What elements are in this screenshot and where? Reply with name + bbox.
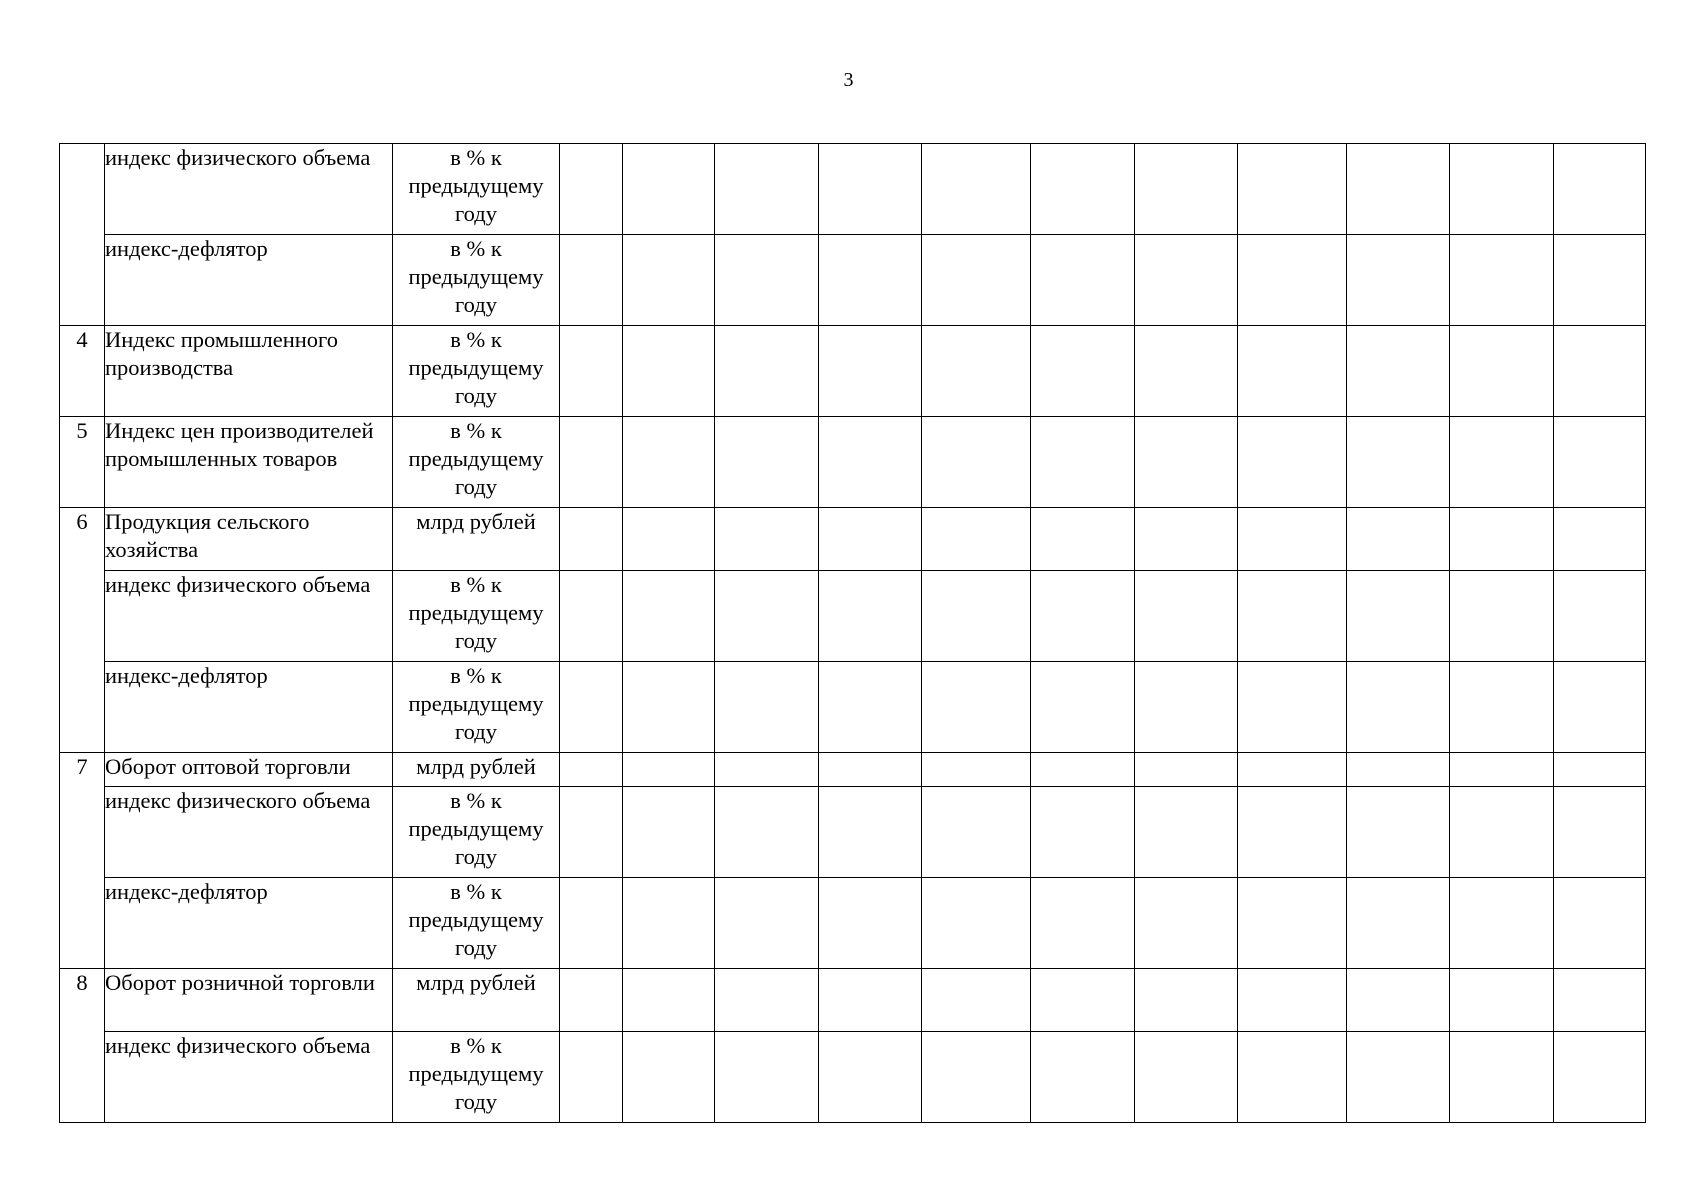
value-cell [623,1032,715,1123]
value-cell [560,235,623,326]
value-cell [1238,662,1347,753]
value-cell [623,144,715,235]
value-cell [1450,144,1554,235]
unit-cell: в % к предыдущему году [393,417,560,508]
value-cell [922,235,1031,326]
table-row [60,1032,1646,1123]
value-cell [922,878,1031,969]
value-cell [715,969,819,1032]
value-cell [1347,417,1450,508]
indicator-cell: индекс физического объема [105,571,393,662]
value-cell [560,878,623,969]
value-cell [1031,753,1135,787]
value-cell [1450,1032,1554,1123]
value-cell [1554,753,1646,787]
value-cell [819,326,922,417]
value-cell [560,787,623,878]
value-cell [715,1032,819,1123]
value-cell [1031,417,1135,508]
indicator-cell: Оборот оптовой торговли [105,753,393,787]
value-cell [560,508,623,571]
value-cell [1554,235,1646,326]
value-cell [1347,508,1450,571]
value-cell [715,662,819,753]
value-cell [715,878,819,969]
value-cell [623,878,715,969]
value-cell [1238,787,1347,878]
value-cell [1347,326,1450,417]
unit-cell: в % к предыдущему году [393,571,560,662]
value-cell [1238,571,1347,662]
row-number-cell: 6 [60,508,105,753]
value-cell [1347,969,1450,1032]
value-cell [922,662,1031,753]
value-cell [1450,326,1554,417]
value-cell [1450,878,1554,969]
value-cell [715,235,819,326]
indicator-cell: индекс-дефлятор [105,235,393,326]
value-cell [1031,326,1135,417]
value-cell [922,326,1031,417]
indicator-cell: индекс физического объема [105,144,393,235]
value-cell [1238,144,1347,235]
value-cell [715,326,819,417]
value-cell [1347,787,1450,878]
value-cell [1031,571,1135,662]
value-cell [1238,878,1347,969]
value-cell [1347,1032,1450,1123]
table-row [60,235,1646,326]
value-cell [623,417,715,508]
row-number-cell: 7 [60,753,105,969]
value-cell [623,235,715,326]
value-cell [1554,787,1646,878]
value-cell [623,326,715,417]
value-cell [1135,508,1238,571]
value-cell [1238,508,1347,571]
indicator-cell: Оборот розничной торговли [105,969,393,1032]
value-cell [922,417,1031,508]
value-cell [1450,753,1554,787]
indicators-table [59,143,1646,1123]
value-cell [1031,878,1135,969]
table-row [60,144,1646,235]
value-cell [1238,969,1347,1032]
value-cell [1238,326,1347,417]
unit-cell: в % к предыдущему году [393,878,560,969]
table-row [60,787,1646,878]
value-cell [1135,1032,1238,1123]
value-cell [560,326,623,417]
value-cell [1135,662,1238,753]
value-cell [560,969,623,1032]
table-row [60,753,1646,787]
value-cell [1450,508,1554,571]
value-cell [715,417,819,508]
value-cell [1554,417,1646,508]
value-cell [819,508,922,571]
value-cell [819,662,922,753]
value-cell [560,753,623,787]
value-cell [1450,571,1554,662]
value-cell [1347,753,1450,787]
value-cell [560,417,623,508]
row-number-cell [60,144,105,326]
value-cell [1135,753,1238,787]
value-cell [1347,235,1450,326]
value-cell [1031,1032,1135,1123]
table-row [60,662,1646,753]
value-cell [1347,878,1450,969]
value-cell [623,571,715,662]
value-cell [1347,662,1450,753]
value-cell [623,508,715,571]
value-cell [715,144,819,235]
value-cell [1450,969,1554,1032]
row-number-cell: 4 [60,326,105,417]
value-cell [1554,662,1646,753]
value-cell [1347,571,1450,662]
value-cell [1135,144,1238,235]
value-cell [1554,508,1646,571]
value-cell [1135,969,1238,1032]
value-cell [1031,235,1135,326]
indicator-cell: Продукция сельского хозяйства [105,508,393,571]
table-row [60,878,1646,969]
value-cell [1554,571,1646,662]
row-number-cell: 5 [60,417,105,508]
page-number: 3 [843,69,854,91]
value-cell [1450,417,1554,508]
value-cell [1135,878,1238,969]
unit-cell: млрд рублей [393,508,560,571]
value-cell [560,144,623,235]
value-cell [1450,235,1554,326]
value-cell [1554,878,1646,969]
value-cell [1554,1032,1646,1123]
value-cell [1031,662,1135,753]
value-cell [1135,417,1238,508]
value-cell [819,144,922,235]
table-row [60,326,1646,417]
table-row [60,969,1646,1032]
value-cell [560,1032,623,1123]
value-cell [715,787,819,878]
value-cell [1450,662,1554,753]
row-number-cell: 8 [60,969,105,1123]
unit-cell: в % к предыдущему году [393,144,560,235]
value-cell [1031,969,1135,1032]
value-cell [560,662,623,753]
value-cell [715,753,819,787]
value-cell [1135,787,1238,878]
value-cell [922,1032,1031,1123]
value-cell [1135,326,1238,417]
value-cell [1450,787,1554,878]
value-cell [1238,417,1347,508]
indicator-cell: Индекс промышленного производства [105,326,393,417]
unit-cell: в % к предыдущему году [393,1032,560,1123]
value-cell [1135,235,1238,326]
value-cell [819,878,922,969]
unit-cell: в % к предыдущему году [393,326,560,417]
value-cell [819,235,922,326]
value-cell [623,753,715,787]
value-cell [922,144,1031,235]
value-cell [623,787,715,878]
value-cell [922,753,1031,787]
value-cell [1135,571,1238,662]
value-cell [819,753,922,787]
value-cell [1031,508,1135,571]
value-cell [1031,787,1135,878]
value-cell [1347,144,1450,235]
value-cell [715,508,819,571]
indicator-cell: индекс физического объема [105,787,393,878]
value-cell [715,571,819,662]
value-cell [819,969,922,1032]
table-row [60,508,1646,571]
table-row [60,417,1646,508]
value-cell [819,571,922,662]
value-cell [1238,753,1347,787]
unit-cell: в % к предыдущему году [393,787,560,878]
value-cell [1031,144,1135,235]
indicator-cell: индекс физического объема [105,1032,393,1123]
value-cell [922,508,1031,571]
unit-cell: млрд рублей [393,753,560,787]
value-cell [1554,969,1646,1032]
value-cell [623,969,715,1032]
indicator-cell: индекс-дефлятор [105,662,393,753]
value-cell [819,417,922,508]
indicator-cell: индекс-дефлятор [105,878,393,969]
value-cell [1238,235,1347,326]
value-cell [922,969,1031,1032]
table-row [60,571,1646,662]
value-cell [1238,1032,1347,1123]
value-cell [819,787,922,878]
value-cell [819,1032,922,1123]
indicator-cell: Индекс цен производителей промышленных товаров [105,417,393,508]
unit-cell: в % к предыдущему году [393,662,560,753]
value-cell [922,571,1031,662]
unit-cell: млрд рублей [393,969,560,1032]
value-cell [1554,144,1646,235]
unit-cell: в % к предыдущему году [393,235,560,326]
value-cell [1554,326,1646,417]
value-cell [560,571,623,662]
value-cell [922,787,1031,878]
value-cell [623,662,715,753]
